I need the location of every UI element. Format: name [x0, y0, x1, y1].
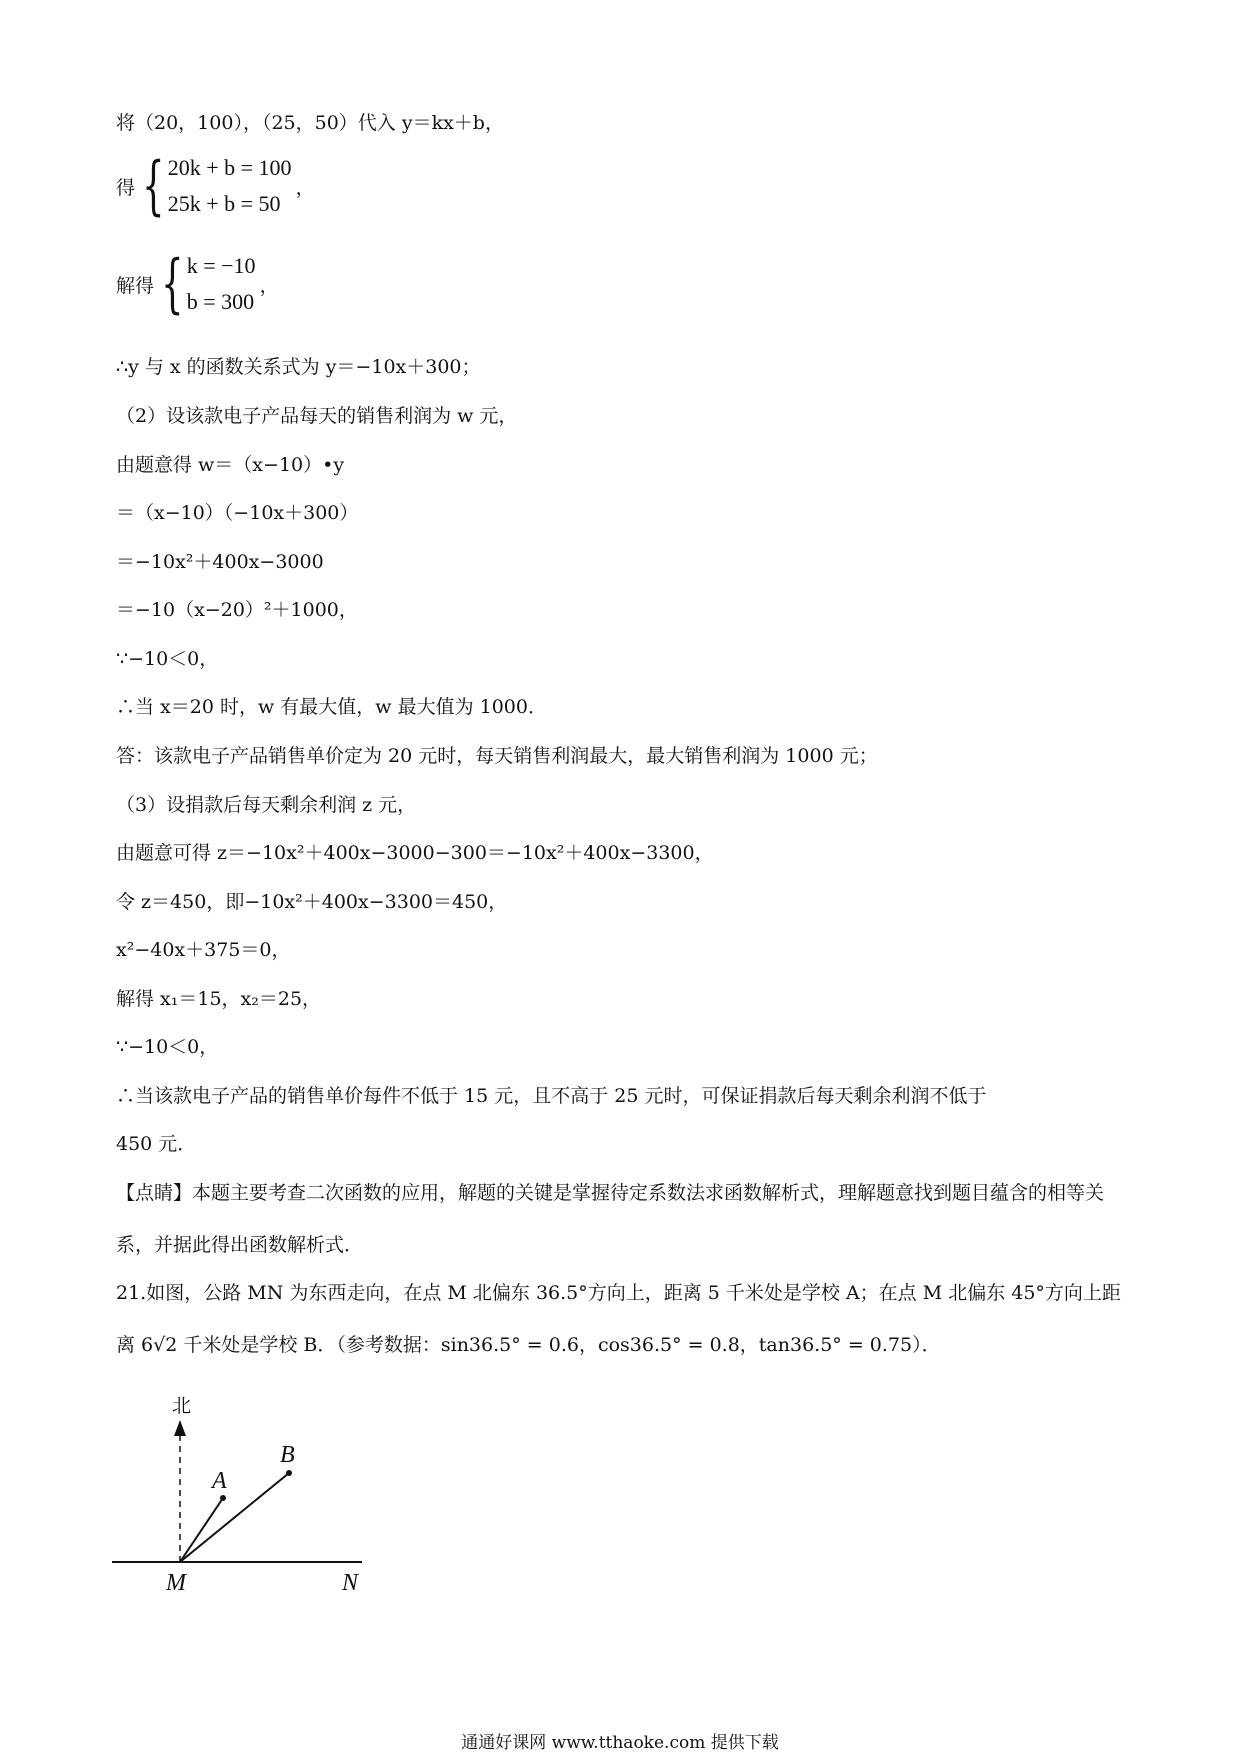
text-line-w-step2: ＝−10x²＋400x−3000 — [116, 551, 324, 573]
text-line-part2-intro: （2）设该款电子产品每天的销售利润为 w 元， — [116, 405, 518, 427]
left-brace-icon: { — [161, 247, 184, 321]
footer-source: 通通好课网 www.tthaoke.com 提供下载 — [461, 1733, 779, 1753]
text-line-because-1: ∵−10＜0， — [116, 648, 219, 670]
text-line-z-def: 由题意可得 z＝−10x²＋400x−3000−300＝−10x²＋400x−3300， — [116, 842, 714, 864]
system-2-label: 解得 — [116, 274, 155, 297]
system-1-equation-2: 25k + b = 50 — [167, 191, 281, 216]
label-a: A — [212, 1468, 227, 1494]
segment-mb — [180, 1473, 289, 1562]
text-line-conclusion: ∴当该款电子产品的销售单价每件不低于 15 元，且不高于 25 元时，可保证捐款后每天剩余利润不低于 — [116, 1085, 987, 1107]
system-2-equation-1: k = −10 — [186, 253, 256, 278]
text-line-because-2: ∵−10＜0， — [116, 1036, 219, 1058]
system-2-equation-2: b = 300 — [186, 289, 255, 314]
question-21: 21.如图，公路 MN 为东西走向，在点 M 北偏东 36.5°方向上，距离 5 千米处是学校 A；在点 M 北偏东 45°方向上距离 6√2 千米处是学校 B．（参考数据：sin36.5° = 0.6，cos36.5° = 0.8，tan36.5° = 0.75）． — [116, 1282, 1121, 1356]
comment-paragraph: 【点睛】本题主要考查二次函数的应用，解题的关键是掌握待定系数法求函数解析式，理解题意找到题目蕴含的相等关系，并据此得出函数解析式． — [116, 1182, 1105, 1256]
label-m: M — [166, 1570, 186, 1596]
equation-system-2 — [116, 248, 279, 320]
label-b: B — [280, 1442, 295, 1468]
north-label: 北 — [172, 1395, 192, 1417]
system-1-equation-1: 20k + b = 100 — [167, 155, 292, 180]
text-line-function: ∴y 与 x 的函数关系式为 y＝−10x＋300； — [116, 356, 481, 378]
text-line-part3-intro: （3）设捐款后每天剩余利润 z 元， — [116, 794, 417, 816]
left-brace-icon: { — [142, 149, 165, 223]
system-1-tail: ， — [295, 176, 315, 199]
north-arrow-icon — [174, 1420, 186, 1436]
text-line-roots: 解得 x₁＝15，x₂＝25， — [116, 988, 322, 1010]
direction-diagram — [100, 1390, 380, 1620]
text-line-max: ∴当 x＝20 时，w 有最大值，w 最大值为 1000． — [116, 696, 547, 718]
point-b-dot — [286, 1470, 292, 1476]
system-1-label: 得 — [116, 176, 136, 199]
segment-ma — [180, 1498, 223, 1562]
text-line-z-equals: 令 z＝450，即−10x²＋400x−3300＝450， — [116, 891, 508, 913]
point-a-dot — [220, 1495, 226, 1501]
system-2-tail: ， — [259, 274, 279, 297]
text-line-w-step1: ＝（x−10）（−10x＋300） — [116, 502, 359, 524]
text-line-quadratic: x²−40x＋375＝0， — [116, 939, 291, 961]
label-n: N — [342, 1570, 359, 1596]
equation-system-1 — [116, 150, 315, 222]
text-line-w-step3: ＝−10（x−20）²＋1000， — [116, 599, 358, 621]
text-line-answer: 答：该款电子产品销售单价定为 20 元时，每天销售利润最大，最大销售利润为 1000 元； — [116, 745, 878, 767]
text-line-substitution: 将（20，100），（25，50）代入 y＝kx＋b， — [116, 112, 504, 134]
text-line-w-def: 由题意得 w＝（x−10）•y — [116, 454, 345, 476]
text-line-conclusion-cont: 450 元． — [116, 1133, 197, 1155]
